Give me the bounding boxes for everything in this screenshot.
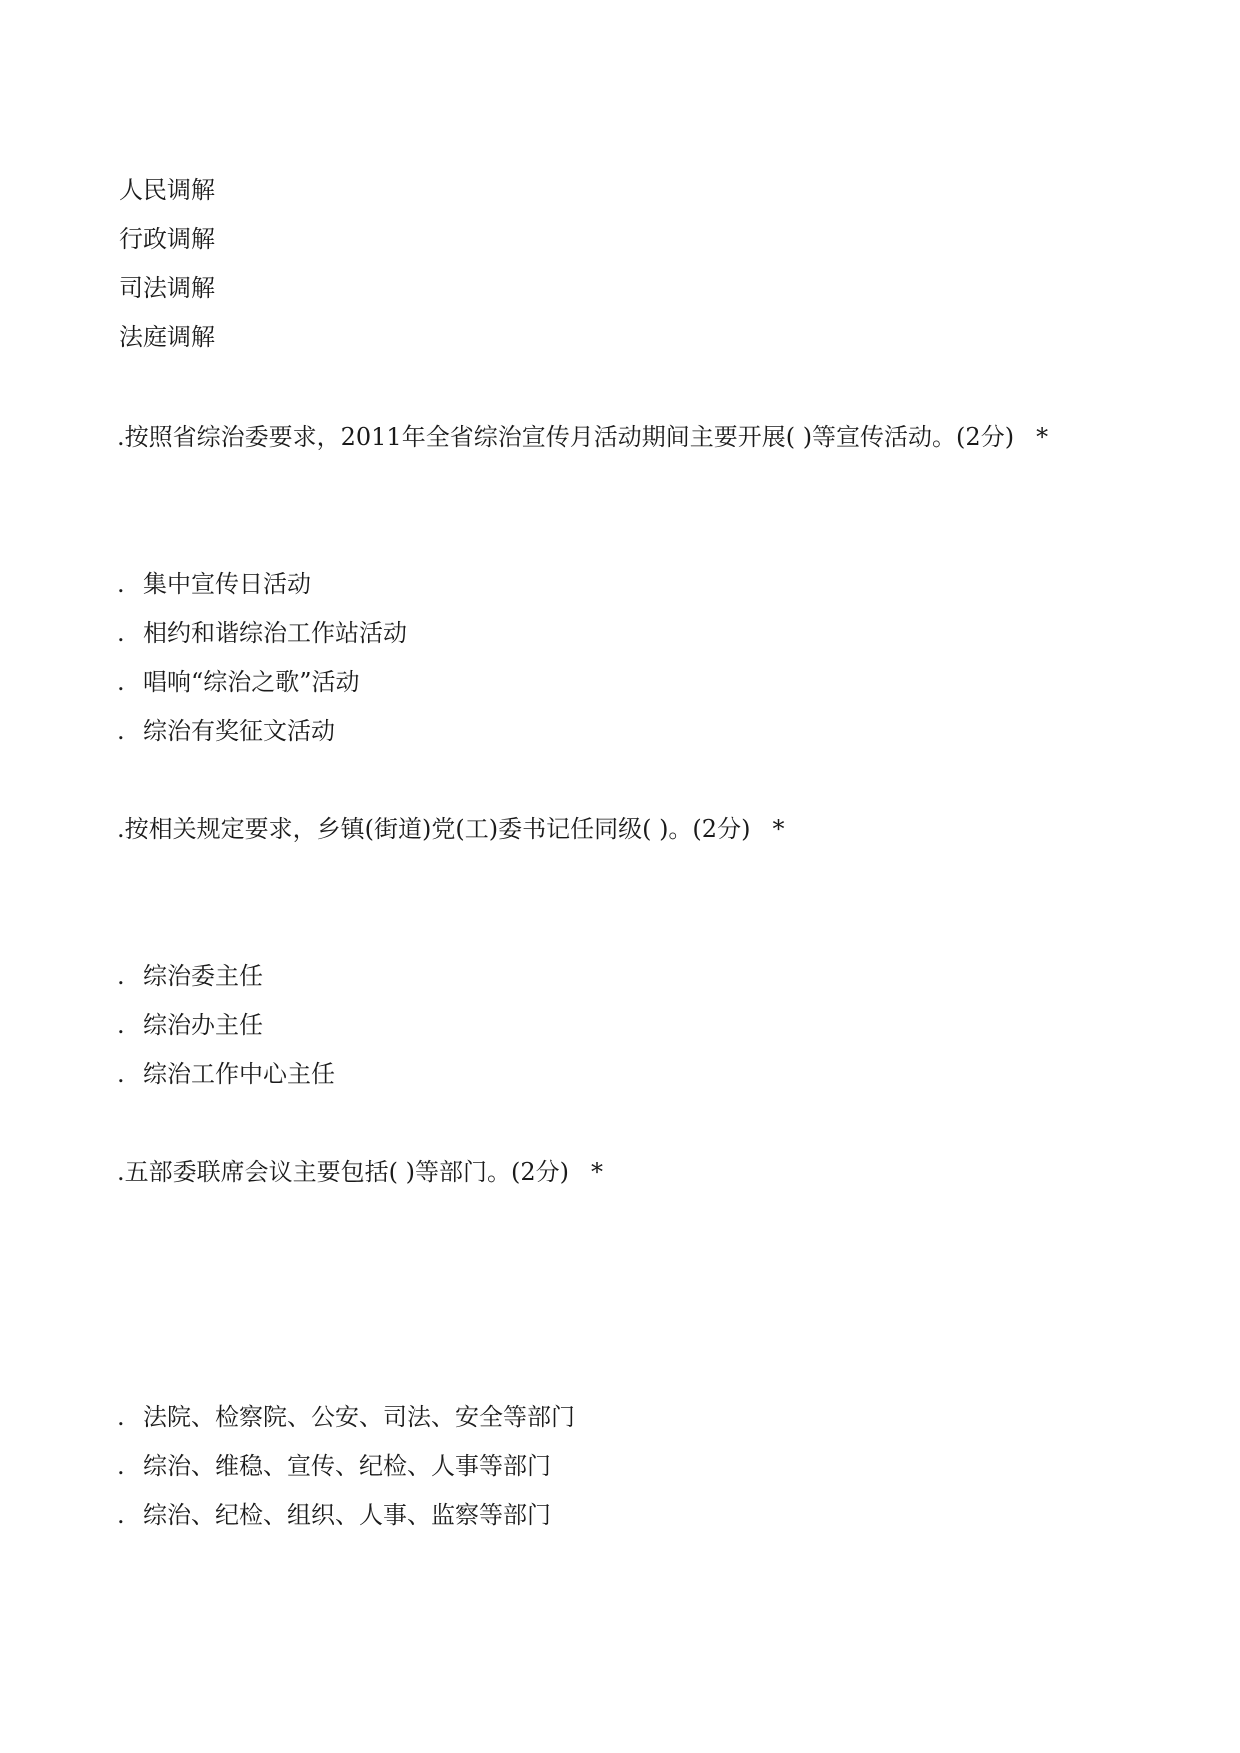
question-3-option-1[interactable] xyxy=(117,1402,575,1432)
required-marker: * xyxy=(772,815,785,843)
question-3-option-2[interactable] xyxy=(117,1451,551,1481)
question-stem: .按照省综治委要求，2011年全省综治宣传月活动期间主要开展( )等宣传活动。(2分) xyxy=(117,423,1015,451)
question-1-option-1[interactable] xyxy=(117,569,311,599)
option-label: 法院、检察院、公安、司法、安全等部门 xyxy=(143,1403,575,1431)
option-label: 综治、维稳、宣传、纪检、人事等部门 xyxy=(143,1452,551,1480)
option-label: 相约和谐综治工作站活动 xyxy=(143,619,407,647)
option-label: 综治办主任 xyxy=(143,1011,263,1039)
option-label: 综治委主任 xyxy=(143,962,263,990)
leading-option-3: 司法调解 xyxy=(119,274,215,302)
question-1-option-4[interactable] xyxy=(117,716,335,746)
option-prefix: . xyxy=(117,1501,125,1529)
question-stem: .按相关规定要求，乡镇(街道)党(工)委书记任同级( )。(2分) xyxy=(117,815,751,843)
option-label: 综治、纪检、组织、人事、监察等部门 xyxy=(143,1501,551,1529)
question-1 xyxy=(117,422,1048,452)
option-prefix: . xyxy=(117,570,125,598)
option-prefix: . xyxy=(117,1452,125,1480)
option-label: 集中宣传日活动 xyxy=(143,570,311,598)
question-1-option-2[interactable] xyxy=(117,618,407,648)
option-prefix: . xyxy=(117,1403,125,1431)
option-prefix: . xyxy=(117,619,125,647)
question-stem: .五部委联席会议主要包括( )等部门。(2分) xyxy=(117,1158,569,1186)
required-marker: * xyxy=(590,1158,603,1186)
option-label: 唱响“综治之歌”活动 xyxy=(143,668,360,696)
question-2-option-1[interactable] xyxy=(117,961,263,991)
option-prefix: . xyxy=(117,668,125,696)
option-prefix: . xyxy=(117,962,125,990)
question-1-option-3[interactable] xyxy=(117,667,360,697)
question-2-option-2[interactable] xyxy=(117,1010,263,1040)
option-prefix: . xyxy=(117,717,125,745)
option-label: 综治工作中心主任 xyxy=(143,1060,335,1088)
leading-option-4: 法庭调解 xyxy=(119,323,215,351)
leading-option-1: 人民调解 xyxy=(119,176,215,204)
option-prefix: . xyxy=(117,1060,125,1088)
question-3-option-3[interactable] xyxy=(117,1500,551,1530)
question-2-option-3[interactable] xyxy=(117,1059,335,1089)
option-prefix: . xyxy=(117,1011,125,1039)
leading-option-2: 行政调解 xyxy=(119,225,215,253)
option-label: 综治有奖征文活动 xyxy=(143,717,335,745)
required-marker: * xyxy=(1036,423,1049,451)
question-2 xyxy=(117,814,784,844)
question-3 xyxy=(117,1157,603,1187)
